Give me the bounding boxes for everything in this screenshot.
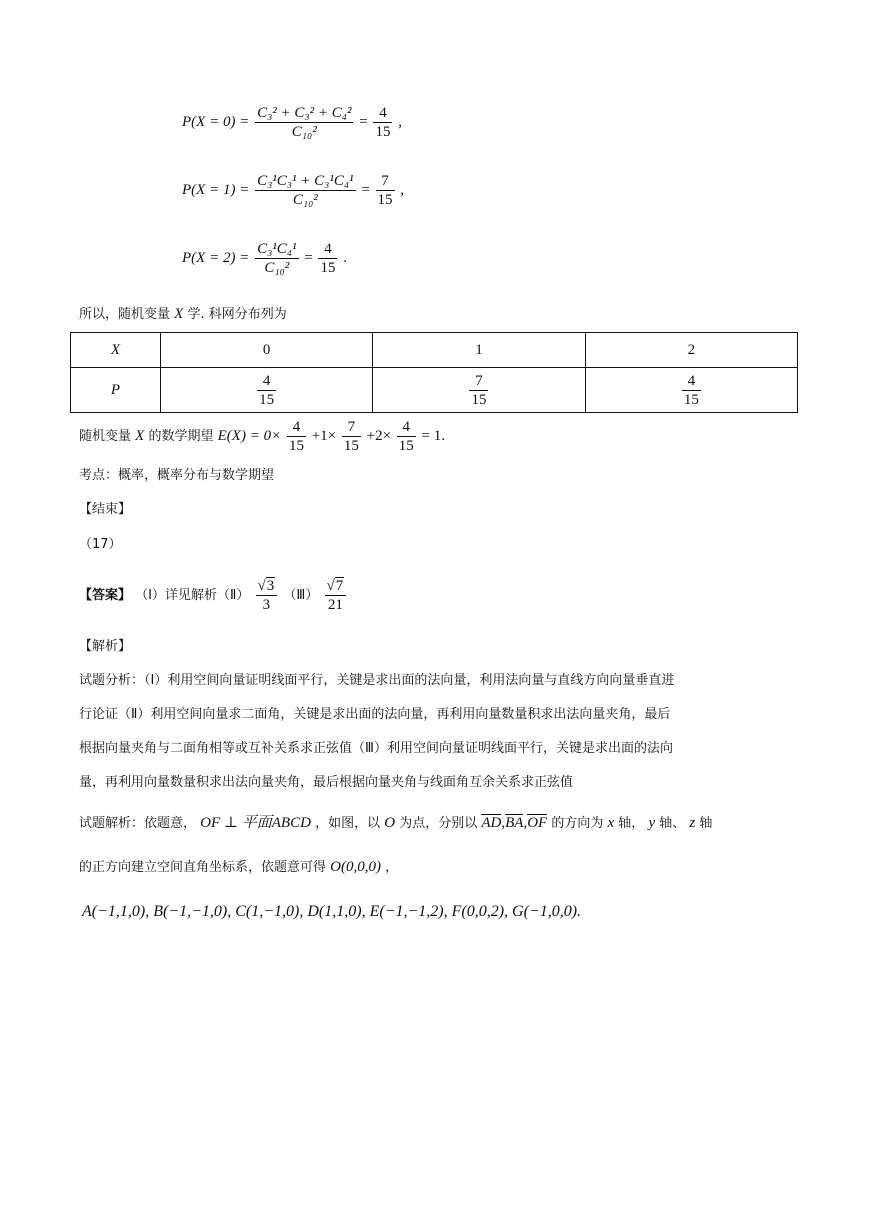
formula-p0-numerator: C₃² + C₃² + C₄² [257,105,352,121]
sol2-a: 的正方向建立空间直角坐标系，依题意可得 [79,860,327,875]
formula-p1-numerator: C₃¹C₃¹ + C₃¹C₄¹ [257,173,354,189]
sol2-c: ， [385,860,399,875]
coordinates-line: A(−1,1,0), B(−1,−1,0), C(1,−1,0), D(1,1,0), E(−1,−1,2), F(0,0,2), G(−1,0,0). [82,903,582,920]
expect-f1-den: 15 [288,438,304,455]
expect-f3-num: 4 [397,418,416,437]
formula-p1-result [376,172,395,209]
sol1-h: 轴、 [659,816,686,831]
solution-line-2 [79,857,398,878]
formula-p2-numerator: C₃¹C₄¹ [257,241,297,257]
answer-part3: （Ⅲ） [283,588,319,603]
analysis-para-2: 行论证（Ⅱ）利用空间向量求二面角，关键是求出面的法向量，再利用向量数量积求出法向量夹角，最后 [79,707,671,722]
formula-p2: P(X = 2) = $\frac{\text{C₃¹C₄¹}}{\text{C₁₀²}}$ = $\frac{4}{15}$ . [182,241,347,276]
intro-text: 所以，随机变量 [79,307,171,322]
table-cell-p0 [160,368,372,413]
question-number: （17） [79,537,122,552]
expect-t1: +1× [311,428,337,444]
table-cell-p1 [373,368,585,413]
expect-mid: 的数学期望 [148,429,214,444]
sol1-i: 轴 [699,816,713,831]
expect-t2: +2× [366,428,392,444]
sol1-b: OF ⊥ 平面ABCD [200,815,311,831]
formula-p2-lhs: P(X = 2) = [182,249,250,266]
answer-frac-sqrt3: $\frac{√3}{3}$ [256,577,278,614]
cell-p1-num: 7 [469,372,488,391]
expect-lhs: E(X) = 0× [217,428,282,444]
analysis-para-1: 试题分析：（Ⅰ）利用空间向量证明线面平行，关键是求出面的法向量，利用法向量与直线方向向量垂直进 [79,673,675,688]
cell-p0-den: 15 [259,391,275,408]
formula-p0: P(X = 0) = $\frac{\text{C₃² + C₃² + C₄²}}{\text{C₁₀²}}$ = $\frac{4}{15}$ , [182,105,402,140]
formula-p0-fraction [255,104,353,141]
formula-p1-fraction [255,172,356,209]
formula-p2-result-den: 15 [320,260,336,276]
expectation-line [79,416,445,457]
sol1-e: 为点，分别以 [399,816,478,831]
vector-of: OF [527,815,548,831]
expect-eq: = 1. [421,428,445,444]
sqrt7-den: 21 [327,597,343,613]
jiexi-label: 【解析】 [79,639,132,654]
cell-p0-num: 4 [257,372,276,391]
formula-p2-result-num: 4 [318,240,337,259]
formula-p2-tail: . [343,249,347,266]
distribution-intro [79,304,287,325]
end-marker: 【结束】 [79,502,132,517]
sqrt3-radicand: 3 [266,578,275,594]
distribution-table [70,332,798,413]
intro-var: X [174,306,184,322]
table-header-row [71,333,798,368]
formula-p1-result-den: 15 [377,192,393,208]
formula-p0-tail: , [398,113,402,130]
analysis-para-3: 根据向量夹角与二面角相等或互补关系求正弦值（Ⅲ）利用空间向量证明线面平行，关键是求出面的法向 [79,741,673,756]
table-header-x: X [71,333,161,368]
cell-p2-num: 4 [682,372,701,391]
expect-var: X [135,428,145,444]
formula-p0-result-den: 15 [375,124,391,140]
formula-p1-tail: , [400,181,405,198]
table-row-label: P [71,368,161,413]
table-row-p [71,368,798,413]
sol1-g: 轴， [618,816,645,831]
solution-line-1: 试题解析：依题意， OF ⊥ 平面ABCD ，如图，以 O 为点，分别以 AD,BA,OF 的方向为 x 轴， y 轴、 z 轴 [79,815,713,831]
formula-p1-denominator: C₁₀² [292,192,318,208]
sol1-y: y [648,815,656,831]
answer-part1: （Ⅰ）详见解析（Ⅱ） [135,588,250,603]
sol2-origin: O(0,0,0) [330,859,381,875]
formula-p0-denominator: C₁₀² [291,124,317,140]
sol1-a: 试题解析：依题意， [79,816,197,831]
expect-f1-num: 4 [287,418,306,437]
kaodian-line: 考点：概率，概率分布与数学期望 [79,468,275,483]
sol1-d: O [384,815,396,831]
answer-line [79,576,348,616]
sol1-f: 的方向为 [551,816,604,831]
expect-f3-den: 15 [398,438,414,455]
table-header-0: 0 [160,333,372,368]
formula-p2-result [318,240,337,277]
sol1-c: ，如图，以 [315,816,381,831]
vector-ad: AD [481,815,502,831]
sqrt3-den: 3 [262,597,271,613]
cell-p1-den: 15 [471,391,487,408]
table-cell-p2 [585,368,797,413]
formula-p1-lhs: P(X = 1) = [182,181,250,198]
formula-p0-result-num: 4 [373,104,392,123]
table-header-2: 2 [585,333,797,368]
formula-p2-fraction [255,240,298,277]
expect-f2-num: 7 [342,418,361,437]
expect-f2-den: 15 [343,438,359,455]
table-header-1: 1 [373,333,585,368]
vector-ba: BA [505,815,524,831]
answer-label: 【答案】 [79,588,132,603]
intro-tail: 学. 科网分布列为 [187,307,287,322]
sol1-z: z [689,815,696,831]
formula-p0-result [373,104,392,141]
formula-p0-lhs: P(X = 0) = [182,113,250,130]
sqrt7-radicand: 7 [335,578,344,594]
formula-p1-result-num: 7 [376,172,395,191]
analysis-para-4: 量，再利用向量数量积求出法向量夹角，最后根据向量夹角与线面角互余关系求正弦值 [79,775,574,790]
cell-p2-den: 15 [683,391,699,408]
expect-prefix: 随机变量 [79,429,132,444]
formula-p2-denominator: C₁₀² [264,260,290,276]
answer-frac-sqrt7: $\frac{√7}{21}$ [325,577,347,614]
formula-p1: P(X = 1) = $\frac{\text{C₃¹C₃¹ + C₃¹C₄¹}}{\text{C₁₀²}}$ = $\frac{7}{15}$ , [182,173,405,208]
sol1-x: x [607,815,615,831]
